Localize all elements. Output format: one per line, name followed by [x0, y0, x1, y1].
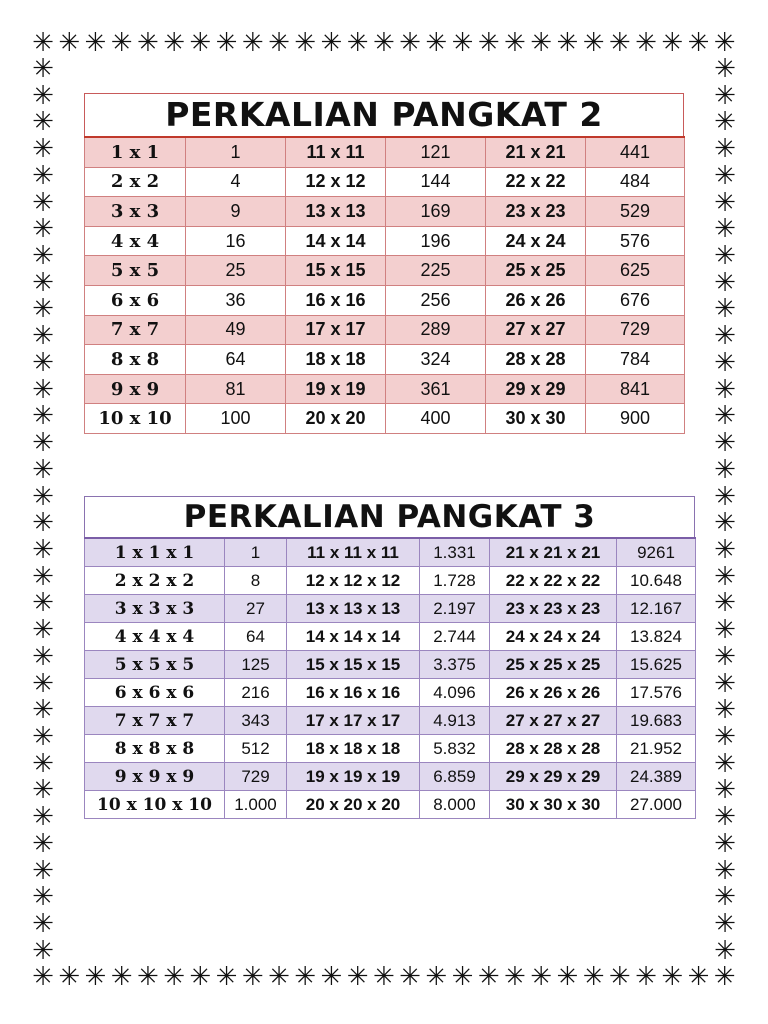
asterisk-flower-icon: ✳: [294, 28, 317, 58]
result-cell: 784: [586, 345, 685, 375]
asterisk-flower-icon: ✳: [714, 935, 736, 966]
asterisk-flower-icon: ✳: [714, 321, 736, 352]
asterisk-flower-icon: ✳: [32, 695, 54, 726]
expression-cell: 12 x 12: [286, 167, 386, 197]
expression-cell: 9 x 9: [85, 374, 186, 404]
expression-cell: 5 x 5: [85, 256, 186, 286]
result-cell: 144: [386, 167, 486, 197]
expression-cell: 15 x 15 x 15: [287, 651, 420, 679]
asterisk-flower-icon: ✳: [714, 828, 736, 859]
asterisk-flower-icon: ✳: [714, 160, 736, 191]
asterisk-flower-icon: ✳: [136, 28, 159, 58]
asterisk-flower-icon: ✳: [714, 802, 736, 833]
expression-cell: 27 x 27: [486, 315, 586, 345]
result-cell: 9261: [617, 538, 696, 567]
decorative-border-top: [30, 30, 738, 56]
asterisk-flower-icon: ✳: [32, 107, 54, 138]
result-cell: 81: [186, 374, 286, 404]
asterisk-flower-icon: ✳: [714, 748, 736, 779]
expression-cell: 1 x 1: [85, 137, 186, 167]
asterisk-flower-icon: ✳: [110, 962, 133, 992]
asterisk-flower-icon: ✳: [32, 428, 54, 459]
expression-cell: 14 x 14: [286, 226, 386, 256]
asterisk-flower-icon: ✳: [608, 28, 631, 58]
result-cell: 24.389: [617, 763, 696, 791]
expression-cell: 14 x 14 x 14: [287, 623, 420, 651]
expression-cell: 28 x 28 x 28: [490, 735, 617, 763]
expression-cell: 11 x 11: [286, 137, 386, 167]
asterisk-flower-icon: ✳: [714, 187, 736, 218]
expression-cell: 19 x 19 x 19: [287, 763, 420, 791]
expression-cell: 13 x 13 x 13: [287, 595, 420, 623]
asterisk-flower-icon: ✳: [504, 28, 526, 58]
result-cell: 3.375: [420, 651, 490, 679]
asterisk-flower-icon: ✳: [163, 962, 185, 992]
table-row: [85, 315, 685, 345]
asterisk-flower-icon: ✳: [714, 374, 736, 405]
asterisk-flower-icon: ✳: [32, 748, 54, 779]
asterisk-flower-icon: ✳: [504, 962, 526, 992]
expression-cell: 4 x 4: [85, 226, 186, 256]
asterisk-flower-icon: ✳: [32, 54, 54, 84]
table-row: [85, 623, 696, 651]
table-row: [85, 345, 685, 375]
square-table-title: PERKALIAN PANGKAT 2: [84, 93, 684, 136]
result-cell: 9: [186, 197, 286, 227]
expression-cell: 21 x 21: [486, 137, 586, 167]
result-cell: 121: [386, 137, 486, 167]
expression-cell: 11 x 11 x 11: [287, 538, 420, 567]
asterisk-flower-icon: ✳: [451, 28, 474, 58]
result-cell: 27.000: [617, 791, 696, 819]
asterisk-flower-icon: ✳: [530, 28, 553, 58]
asterisk-flower-icon: ✳: [687, 28, 710, 58]
asterisk-flower-icon: ✳: [714, 775, 736, 806]
asterisk-flower-icon: ✳: [713, 962, 736, 992]
result-cell: 225: [386, 256, 486, 286]
asterisk-flower-icon: ✳: [714, 481, 736, 512]
expression-cell: 3 x 3: [85, 197, 186, 227]
table-row: [85, 167, 685, 197]
expression-cell: 7 x 7 x 7: [85, 707, 225, 735]
expression-cell: 7 x 7: [85, 315, 186, 345]
asterisk-flower-icon: ✳: [714, 855, 736, 886]
asterisk-flower-icon: ✳: [714, 721, 736, 752]
result-cell: 4: [186, 167, 286, 197]
result-cell: 125: [225, 651, 287, 679]
result-cell: 324: [386, 345, 486, 375]
asterisk-flower-icon: ✳: [320, 962, 343, 992]
expression-cell: 30 x 30: [486, 404, 586, 434]
expression-cell: 24 x 24 x 24: [490, 623, 617, 651]
asterisk-flower-icon: ✳: [110, 28, 133, 58]
table-row: [85, 679, 696, 707]
cube-table-panel: [84, 496, 695, 819]
asterisk-flower-icon: ✳: [714, 882, 736, 913]
expression-cell: 23 x 23 x 23: [490, 595, 617, 623]
asterisk-flower-icon: ✳: [32, 241, 54, 272]
expression-cell: 30 x 30 x 30: [490, 791, 617, 819]
asterisk-flower-icon: ✳: [714, 909, 736, 939]
cube-table-title: PERKALIAN PANGKAT 3: [84, 496, 695, 537]
asterisk-flower-icon: ✳: [32, 374, 54, 405]
table-row: [85, 791, 696, 819]
table-row: [85, 595, 696, 623]
expression-cell: 16 x 16 x 16: [287, 679, 420, 707]
asterisk-flower-icon: ✳: [32, 28, 54, 58]
asterisk-flower-icon: ✳: [714, 107, 736, 138]
expression-cell: 25 x 25: [486, 256, 586, 286]
result-cell: 512: [225, 735, 287, 763]
square-table-panel: [84, 93, 684, 434]
asterisk-flower-icon: ✳: [32, 828, 54, 859]
expression-cell: 22 x 22 x 22: [490, 567, 617, 595]
table-row: [85, 226, 685, 256]
result-cell: 16: [186, 226, 286, 256]
result-cell: 13.824: [617, 623, 696, 651]
table-row: [85, 404, 685, 434]
asterisk-flower-icon: ✳: [714, 615, 736, 646]
asterisk-flower-icon: ✳: [714, 534, 736, 565]
expression-cell: 28 x 28: [486, 345, 586, 375]
table-row: [85, 567, 696, 595]
asterisk-flower-icon: ✳: [687, 962, 710, 992]
asterisk-flower-icon: ✳: [32, 267, 54, 298]
result-cell: 400: [386, 404, 486, 434]
asterisk-flower-icon: ✳: [32, 962, 54, 992]
asterisk-flower-icon: ✳: [714, 454, 736, 485]
expression-cell: 16 x 16: [286, 285, 386, 315]
asterisk-flower-icon: ✳: [32, 347, 54, 378]
asterisk-flower-icon: ✳: [320, 28, 343, 58]
expression-cell: 6 x 6: [85, 285, 186, 315]
expression-cell: 20 x 20: [286, 404, 386, 434]
expression-cell: 10 x 10: [85, 404, 186, 434]
expression-cell: 24 x 24: [486, 226, 586, 256]
asterisk-flower-icon: ✳: [32, 588, 54, 619]
asterisk-flower-icon: ✳: [477, 28, 500, 58]
asterisk-flower-icon: ✳: [32, 160, 54, 191]
asterisk-flower-icon: ✳: [32, 401, 54, 432]
asterisk-flower-icon: ✳: [32, 481, 54, 512]
asterisk-flower-icon: ✳: [32, 508, 54, 539]
result-cell: 8.000: [420, 791, 490, 819]
result-cell: 729: [225, 763, 287, 791]
expression-cell: 13 x 13: [286, 197, 386, 227]
expression-cell: 17 x 17 x 17: [287, 707, 420, 735]
expression-cell: 17 x 17: [286, 315, 386, 345]
expression-cell: 4 x 4 x 4: [85, 623, 225, 651]
asterisk-flower-icon: ✳: [346, 28, 369, 58]
decorative-border-right: [712, 56, 738, 964]
asterisk-flower-icon: ✳: [215, 28, 238, 58]
asterisk-flower-icon: ✳: [294, 962, 317, 992]
result-cell: 625: [586, 256, 685, 286]
asterisk-flower-icon: ✳: [635, 962, 657, 992]
asterisk-flower-icon: ✳: [714, 294, 736, 325]
result-cell: 100: [186, 404, 286, 434]
result-cell: 36: [186, 285, 286, 315]
asterisk-flower-icon: ✳: [84, 28, 107, 58]
asterisk-flower-icon: ✳: [451, 962, 474, 992]
asterisk-flower-icon: ✳: [32, 294, 54, 325]
asterisk-flower-icon: ✳: [714, 508, 736, 539]
decorative-border-left: [30, 56, 56, 964]
asterisk-flower-icon: ✳: [32, 909, 54, 939]
asterisk-flower-icon: ✳: [32, 561, 54, 592]
asterisk-flower-icon: ✳: [32, 935, 54, 966]
result-cell: 17.576: [617, 679, 696, 707]
table-row: [85, 651, 696, 679]
expression-cell: 19 x 19: [286, 374, 386, 404]
asterisk-flower-icon: ✳: [32, 668, 54, 699]
table-row: [85, 137, 685, 167]
asterisk-flower-icon: ✳: [372, 28, 395, 58]
result-cell: 216: [225, 679, 287, 707]
result-cell: 841: [586, 374, 685, 404]
expression-cell: 29 x 29: [486, 374, 586, 404]
asterisk-flower-icon: ✳: [32, 721, 54, 752]
result-cell: 12.167: [617, 595, 696, 623]
result-cell: 1: [225, 538, 287, 567]
asterisk-flower-icon: ✳: [241, 962, 264, 992]
asterisk-flower-icon: ✳: [215, 962, 238, 992]
asterisk-flower-icon: ✳: [608, 962, 631, 992]
asterisk-flower-icon: ✳: [477, 962, 500, 992]
expression-cell: 18 x 18 x 18: [287, 735, 420, 763]
asterisk-flower-icon: ✳: [32, 134, 54, 165]
table-row: [85, 197, 685, 227]
result-cell: 2.197: [420, 595, 490, 623]
result-cell: 27: [225, 595, 287, 623]
asterisk-flower-icon: ✳: [189, 962, 212, 992]
asterisk-flower-icon: ✳: [189, 28, 212, 58]
asterisk-flower-icon: ✳: [714, 668, 736, 699]
asterisk-flower-icon: ✳: [58, 962, 81, 992]
asterisk-flower-icon: ✳: [425, 28, 448, 58]
result-cell: 169: [386, 197, 486, 227]
asterisk-flower-icon: ✳: [372, 962, 395, 992]
cube-table: [84, 537, 696, 819]
asterisk-flower-icon: ✳: [714, 561, 736, 592]
asterisk-flower-icon: ✳: [582, 28, 605, 58]
asterisk-flower-icon: ✳: [32, 802, 54, 833]
asterisk-flower-icon: ✳: [32, 321, 54, 352]
result-cell: 1.728: [420, 567, 490, 595]
asterisk-flower-icon: ✳: [556, 28, 579, 58]
result-cell: 8: [225, 567, 287, 595]
result-cell: 343: [225, 707, 287, 735]
expression-cell: 8 x 8: [85, 345, 186, 375]
expression-cell: 8 x 8 x 8: [85, 735, 225, 763]
asterisk-flower-icon: ✳: [163, 28, 185, 58]
asterisk-flower-icon: ✳: [714, 80, 736, 111]
expression-cell: 25 x 25 x 25: [490, 651, 617, 679]
asterisk-flower-icon: ✳: [32, 855, 54, 886]
asterisk-flower-icon: ✳: [58, 28, 81, 58]
table-row: [85, 538, 696, 567]
asterisk-flower-icon: ✳: [32, 641, 54, 672]
expression-cell: 6 x 6 x 6: [85, 679, 225, 707]
expression-cell: 26 x 26: [486, 285, 586, 315]
asterisk-flower-icon: ✳: [399, 962, 421, 992]
asterisk-flower-icon: ✳: [714, 695, 736, 726]
result-cell: 49: [186, 315, 286, 345]
result-cell: 1: [186, 137, 286, 167]
expression-cell: 22 x 22: [486, 167, 586, 197]
asterisk-flower-icon: ✳: [32, 454, 54, 485]
asterisk-flower-icon: ✳: [714, 267, 736, 298]
expression-cell: 12 x 12 x 12: [287, 567, 420, 595]
table-row: [85, 285, 685, 315]
asterisk-flower-icon: ✳: [136, 962, 159, 992]
table-row: [85, 374, 685, 404]
result-cell: 4.096: [420, 679, 490, 707]
result-cell: 484: [586, 167, 685, 197]
asterisk-flower-icon: ✳: [661, 962, 684, 992]
expression-cell: 3 x 3 x 3: [85, 595, 225, 623]
asterisk-flower-icon: ✳: [425, 962, 448, 992]
table-row: [85, 735, 696, 763]
asterisk-flower-icon: ✳: [268, 28, 290, 58]
asterisk-flower-icon: ✳: [32, 775, 54, 806]
asterisk-flower-icon: ✳: [346, 962, 369, 992]
expression-cell: 27 x 27 x 27: [490, 707, 617, 735]
result-cell: 529: [586, 197, 685, 227]
result-cell: 441: [586, 137, 685, 167]
asterisk-flower-icon: ✳: [84, 962, 107, 992]
expression-cell: 2 x 2: [85, 167, 186, 197]
asterisk-flower-icon: ✳: [32, 615, 54, 646]
result-cell: 196: [386, 226, 486, 256]
result-cell: 4.913: [420, 707, 490, 735]
result-cell: 1.331: [420, 538, 490, 567]
table-row: [85, 763, 696, 791]
expression-cell: 2 x 2 x 2: [85, 567, 225, 595]
result-cell: 676: [586, 285, 685, 315]
asterisk-flower-icon: ✳: [32, 534, 54, 565]
expression-cell: 21 x 21 x 21: [490, 538, 617, 567]
result-cell: 5.832: [420, 735, 490, 763]
expression-cell: 29 x 29 x 29: [490, 763, 617, 791]
result-cell: 15.625: [617, 651, 696, 679]
result-cell: 19.683: [617, 707, 696, 735]
asterisk-flower-icon: ✳: [556, 962, 579, 992]
result-cell: 2.744: [420, 623, 490, 651]
asterisk-flower-icon: ✳: [714, 241, 736, 272]
result-cell: 900: [586, 404, 685, 434]
asterisk-flower-icon: ✳: [635, 28, 657, 58]
result-cell: 1.000: [225, 791, 287, 819]
result-cell: 361: [386, 374, 486, 404]
expression-cell: 20 x 20 x 20: [287, 791, 420, 819]
asterisk-flower-icon: ✳: [714, 641, 736, 672]
result-cell: 576: [586, 226, 685, 256]
result-cell: 64: [225, 623, 287, 651]
expression-cell: 18 x 18: [286, 345, 386, 375]
result-cell: 6.859: [420, 763, 490, 791]
asterisk-flower-icon: ✳: [241, 28, 264, 58]
expression-cell: 26 x 26 x 26: [490, 679, 617, 707]
table-row: [85, 707, 696, 735]
expression-cell: 1 x 1 x 1: [85, 538, 225, 567]
table-row: [85, 256, 685, 286]
asterisk-flower-icon: ✳: [714, 54, 736, 84]
asterisk-flower-icon: ✳: [714, 428, 736, 459]
asterisk-flower-icon: ✳: [582, 962, 605, 992]
expression-cell: 10 x 10 x 10: [85, 791, 225, 819]
result-cell: 256: [386, 285, 486, 315]
expression-cell: 23 x 23: [486, 197, 586, 227]
asterisk-flower-icon: ✳: [268, 962, 290, 992]
result-cell: 289: [386, 315, 486, 345]
asterisk-flower-icon: ✳: [32, 187, 54, 218]
asterisk-flower-icon: ✳: [399, 28, 421, 58]
decorative-border-bottom: [30, 964, 738, 990]
asterisk-flower-icon: ✳: [714, 214, 736, 245]
asterisk-flower-icon: ✳: [661, 28, 684, 58]
asterisk-flower-icon: ✳: [714, 401, 736, 432]
expression-cell: 5 x 5 x 5: [85, 651, 225, 679]
expression-cell: 15 x 15: [286, 256, 386, 286]
result-cell: 21.952: [617, 735, 696, 763]
asterisk-flower-icon: ✳: [714, 134, 736, 165]
asterisk-flower-icon: ✳: [714, 347, 736, 378]
expression-cell: 9 x 9 x 9: [85, 763, 225, 791]
result-cell: 729: [586, 315, 685, 345]
result-cell: 64: [186, 345, 286, 375]
asterisk-flower-icon: ✳: [713, 28, 736, 58]
asterisk-flower-icon: ✳: [32, 214, 54, 245]
asterisk-flower-icon: ✳: [32, 80, 54, 111]
square-table: [84, 136, 685, 434]
asterisk-flower-icon: ✳: [714, 588, 736, 619]
asterisk-flower-icon: ✳: [530, 962, 553, 992]
result-cell: 25: [186, 256, 286, 286]
asterisk-flower-icon: ✳: [32, 882, 54, 913]
result-cell: 10.648: [617, 567, 696, 595]
